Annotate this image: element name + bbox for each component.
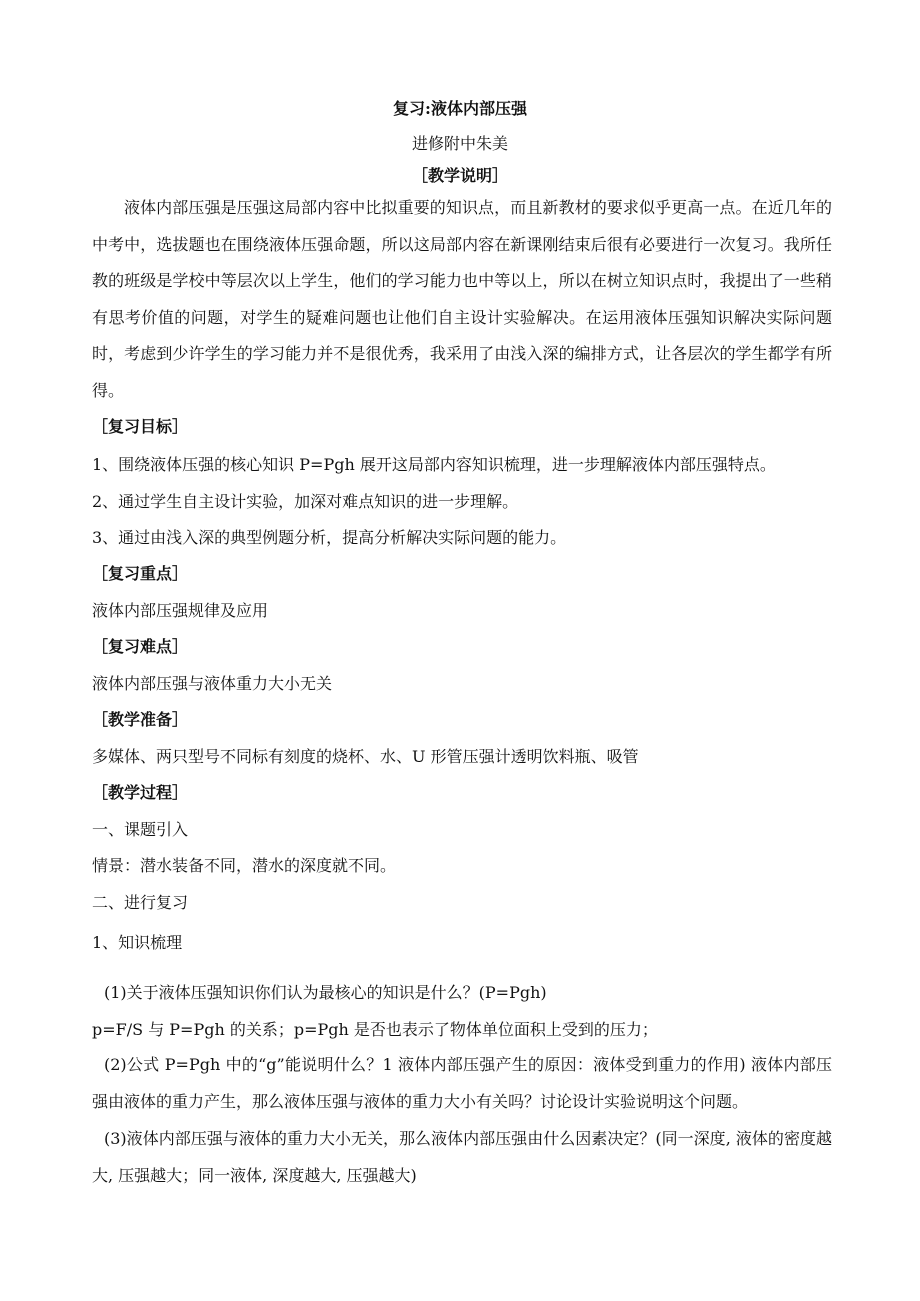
prep-text: 多媒体、两只型号不同标有刻度的烧杯、水、U 形管压强计透明饮料瓶、吸管: [92, 747, 639, 766]
key-heading: ［复习重点］: [92, 564, 189, 583]
process-heading: ［教学过程］: [92, 783, 189, 802]
process-line-intro: 一、课题引入: [92, 820, 189, 839]
difficulty-heading: ［复习难点］: [92, 637, 189, 656]
goal-item-1: 1、围绕液体压强的核心知识 P=Pgh 展开这局部内容知识梳理，进一步理解液体内部压强特点。: [92, 455, 776, 474]
process-line-review: 二、进行复习: [92, 893, 189, 912]
process-line-scene: 情景：潜水装备不同，潜水的深度就不同。: [92, 856, 397, 875]
question-1: (1)关于液体压强知识你们认为最核心的知识是什么？(P=Pgh): [104, 983, 547, 1002]
goals-heading: ［复习目标］: [92, 417, 189, 436]
document-title: 复习:液体内部压强: [393, 99, 527, 118]
document-author: 进修附中朱美: [411, 134, 508, 153]
question-3: (3)液体内部压强与液体的重力大小无关，那么液体内部压强由什么因素决定？(同一深度, 液体的密度越大, 压强越大；同一液体, 深度越大, 压强越大): [92, 1129, 832, 1185]
teaching-note-heading: ［教学说明］: [411, 166, 508, 185]
question-1-note: p=F/S 与 P=Pgh 的关系；p=Pgh 是否也表示了物体单位面积上受到的压力；: [92, 1020, 658, 1039]
question-2: (2)公式 P=Pgh 中的“g”能说明什么？1 液体内部压强产生的原因：液体受到重力的作用) 液体内部压强由液体的重力产生，那么液体压强与液体的重力大小有关吗？讨论设计实验说明这个问题。: [92, 1055, 832, 1111]
goal-item-3: 3、通过由浅入深的典型例题分析，提高分析解决实际问题的能力。: [92, 528, 567, 547]
teaching-note-paragraph: 液体内部压强是压强这局部内容中比拟重要的知识点，而且新教材的要求似乎更高一点。在近几年的中考中，选拔题也在围绕液体压强命题，所以这局部内容在新课刚结束后很有必要进行一次复习。我所任教的班级是学校中等层次以上学生，他们的学习能力也中等以上，所以在树立知识点时，我提出了一些稍有思考价值的问题，对学生的疑难问题也让他们自主设计实验解决。在运用液体压强知识解决实际问题时，考虑到少许学生的学习能力并不是很优秀，我采用了由浅入深的编排方式，让各层次的学生都学有所得。: [92, 198, 832, 400]
difficulty-text: 液体内部压强与液体重力大小无关: [92, 674, 333, 693]
goal-item-2: 2、通过学生自主设计实验，加深对难点知识的进一步理解。: [92, 492, 519, 511]
key-text: 液体内部压强规律及应用: [92, 601, 269, 620]
process-line-knowledge: 1、知识梳理: [92, 933, 183, 952]
prep-heading: ［教学准备］: [92, 710, 189, 729]
